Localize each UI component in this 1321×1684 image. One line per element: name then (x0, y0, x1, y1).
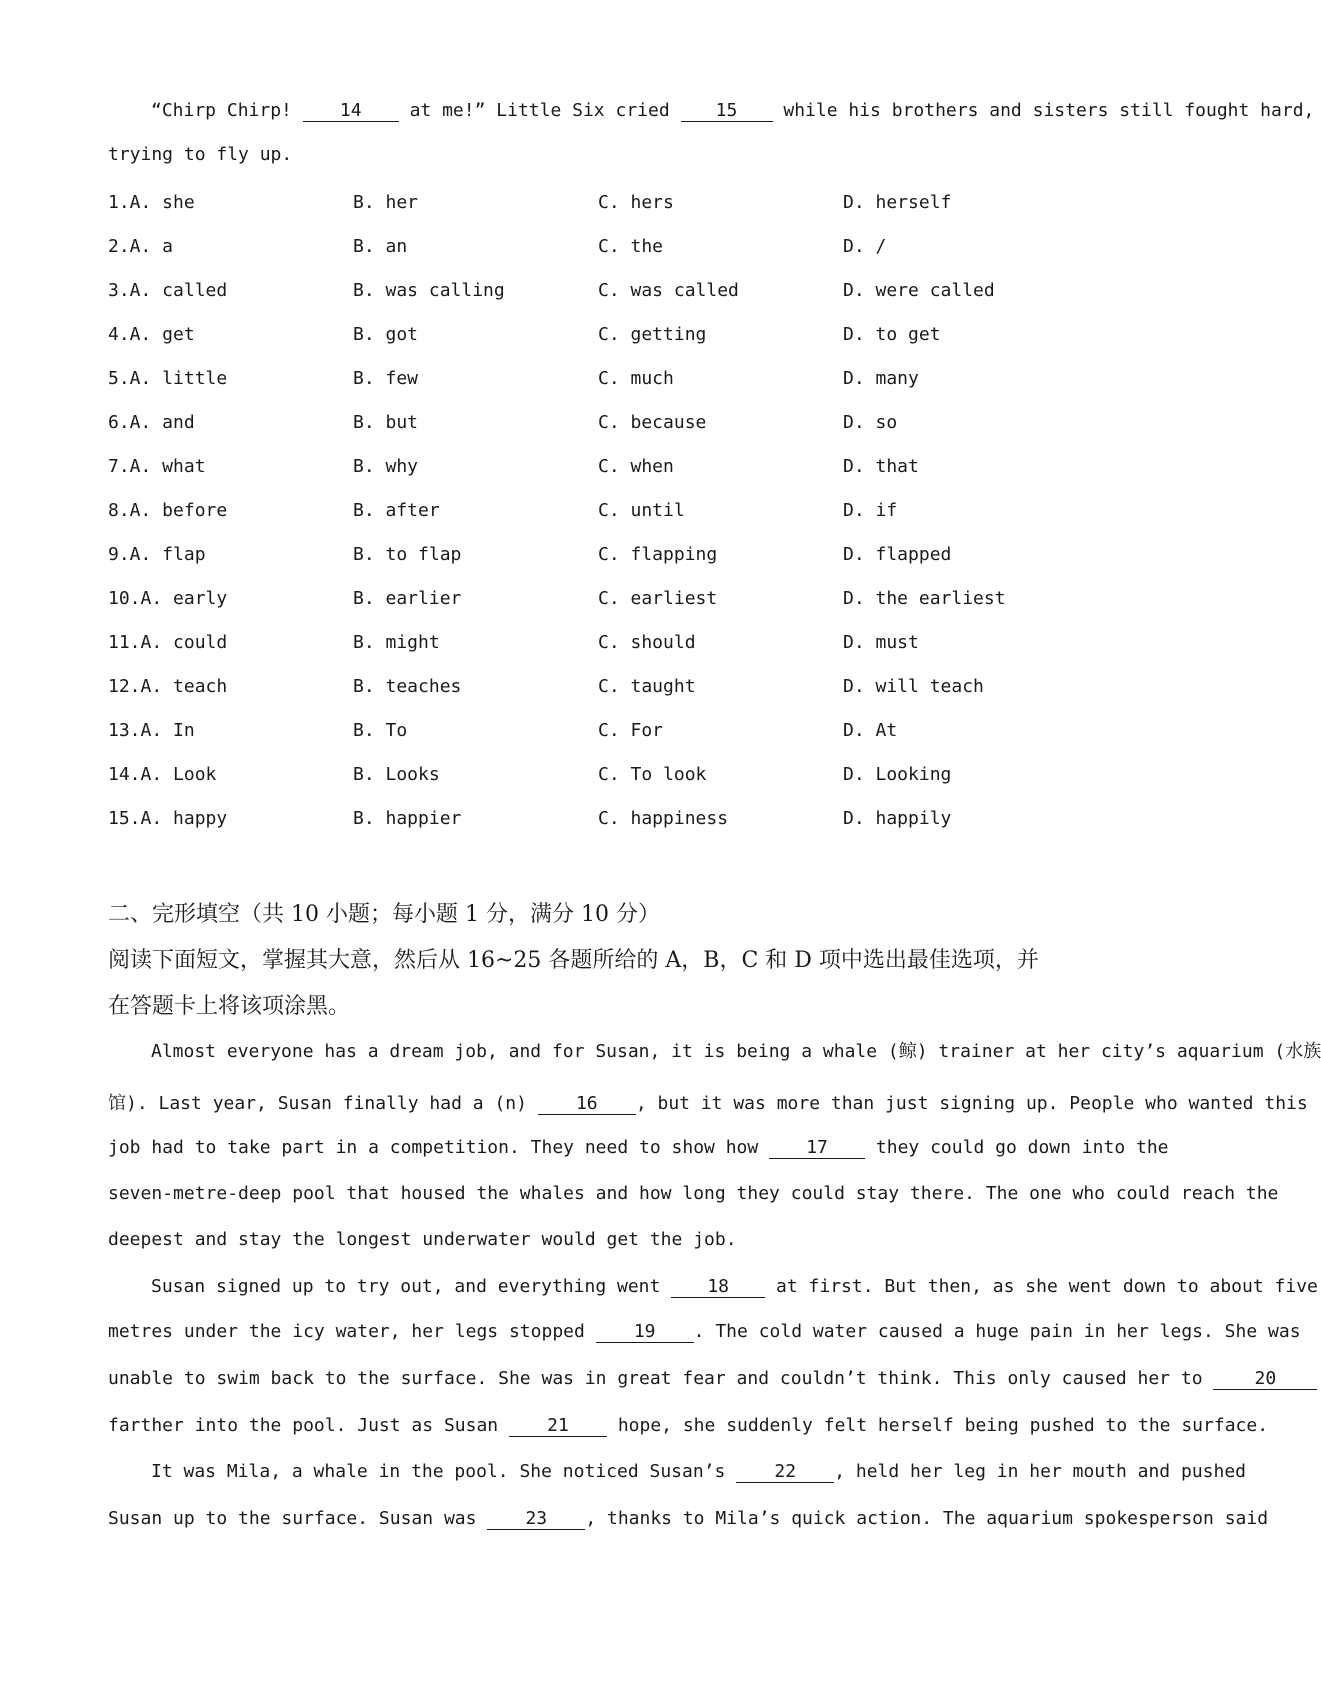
blank-17: 17 (769, 1138, 865, 1159)
option-c: C. the (598, 236, 664, 257)
option-b: B. teaches (353, 676, 462, 697)
blank-15: 15 (681, 101, 773, 122)
option-c: C. For (598, 720, 664, 741)
option-row-12 (108, 674, 1098, 700)
blank-22: 22 (736, 1462, 834, 1483)
option-b: B. few (353, 368, 419, 389)
option-a: 9.A. flap (108, 544, 206, 565)
option-d: D. must (843, 632, 919, 653)
option-c: C. when (598, 456, 674, 477)
option-c: C. hers (598, 192, 674, 213)
option-a: 11.A. could (108, 632, 228, 653)
passage-line: It was Mila, a whale in the pool. She noticed Susan’s 22 , held her leg in her mouth and pushed (151, 1461, 1247, 1482)
option-a: 4.A. get (108, 324, 195, 345)
passage-line: trying to fly up. (108, 144, 293, 165)
passage-line: Almost everyone has a dream job, and for Susan, it is being a whale (鲸) trainer at her city’s aquarium (水族 (151, 1041, 1321, 1062)
option-d: D. happily (843, 808, 952, 829)
option-a: 14.A. Look (108, 764, 217, 785)
passage-line: metres under the icy water, her legs stopped 19 . The cold water caused a huge pain in her legs. She was (108, 1321, 1301, 1342)
option-c: C. should (598, 632, 696, 653)
option-b: B. her (353, 192, 419, 213)
passage-line: 馆). Last year, Susan finally had a (n) 16 , but it was more than just signing up. People who wanted this (108, 1093, 1308, 1114)
blank-14: 14 (303, 101, 399, 122)
option-d: D. were called (843, 280, 995, 301)
option-b: B. Looks (353, 764, 440, 785)
option-b: B. an (353, 236, 408, 257)
option-row-14 (108, 762, 1098, 788)
blank-18: 18 (671, 1277, 765, 1298)
option-row-6 (108, 410, 1098, 436)
option-c: C. because (598, 412, 707, 433)
option-c: C. happiness (598, 808, 729, 829)
option-c: C. getting (598, 324, 707, 345)
option-a: 13.A. In (108, 720, 195, 741)
option-a: 5.A. little (108, 368, 228, 389)
option-d: D. / (843, 236, 887, 257)
passage-line: Susan signed up to try out, and everything went 18 at first. But then, as she went down to about five (151, 1276, 1318, 1297)
option-b: B. was calling (353, 280, 505, 301)
section-instructions: 在答题卡上将该项涂黑。 (108, 994, 351, 1019)
section-instructions: 阅读下面短文，掌握其大意，然后从 16~25 各题所给的 A，B，C 和 D 项中选出最佳选项，并 (108, 948, 1039, 973)
blank-20: 20 (1213, 1369, 1317, 1390)
blank-23: 23 (487, 1509, 585, 1530)
option-d: D. herself (843, 192, 952, 213)
option-c: C. earliest (598, 588, 718, 609)
option-row-11 (108, 630, 1098, 656)
option-row-4 (108, 322, 1098, 348)
option-d: D. to get (843, 324, 941, 345)
option-d: D. the earliest (843, 588, 1006, 609)
passage-line: “Chirp Chirp! 14 at me!” Little Six cried 15 while his brothers and sisters still fought hard, (151, 100, 1315, 121)
option-a: 7.A. what (108, 456, 206, 477)
option-b: B. but (353, 412, 419, 433)
option-row-5 (108, 366, 1098, 392)
option-b: B. happier (353, 808, 462, 829)
option-b: B. to flap (353, 544, 462, 565)
section-heading: 二、完形填空（共 10 小题；每小题 1 分，满分 10 分） (108, 902, 660, 927)
option-a: 10.A. early (108, 588, 228, 609)
option-c: C. much (598, 368, 674, 389)
option-c: C. was called (598, 280, 739, 301)
blank-16: 16 (538, 1094, 636, 1115)
option-c: C. until (598, 500, 685, 521)
option-a: 8.A. before (108, 500, 228, 521)
option-row-1 (108, 190, 1098, 216)
option-b: B. might (353, 632, 440, 653)
passage-line: deepest and stay the longest underwater would get the job. (108, 1229, 737, 1250)
option-row-15 (108, 806, 1098, 832)
option-b: B. why (353, 456, 419, 477)
option-b: B. earlier (353, 588, 462, 609)
option-row-3 (108, 278, 1098, 304)
option-row-13 (108, 718, 1098, 744)
passage-line: seven-metre-deep pool that housed the whales and how long they could stay there. The one who could reach the (108, 1183, 1279, 1204)
option-row-7 (108, 454, 1098, 480)
passage-line: job had to take part in a competition. They need to show how 17 they could go down into the (108, 1137, 1169, 1158)
option-row-10 (108, 586, 1098, 612)
option-d: D. will teach (843, 676, 984, 697)
passage-line: farther into the pool. Just as Susan 21 hope, she suddenly felt herself being pushed to the surface. (108, 1415, 1269, 1436)
option-row-2 (108, 234, 1098, 260)
option-d: D. that (843, 456, 919, 477)
option-a: 1.A. she (108, 192, 195, 213)
option-d: D. At (843, 720, 898, 741)
blank-19: 19 (596, 1322, 694, 1343)
option-a: 12.A. teach (108, 676, 228, 697)
option-a: 15.A. happy (108, 808, 228, 829)
option-d: D. Looking (843, 764, 952, 785)
option-a: 6.A. and (108, 412, 195, 433)
option-b: B. To (353, 720, 408, 741)
option-c: C. To look (598, 764, 707, 785)
option-b: B. after (353, 500, 440, 521)
option-c: C. taught (598, 676, 696, 697)
option-d: D. flapped (843, 544, 952, 565)
option-b: B. got (353, 324, 419, 345)
option-d: D. if (843, 500, 898, 521)
option-a: 2.A. a (108, 236, 174, 257)
option-d: D. so (843, 412, 898, 433)
option-c: C. flapping (598, 544, 718, 565)
option-a: 3.A. called (108, 280, 228, 301)
passage-line: Susan up to the surface. Susan was 23 , thanks to Mila’s quick action. The aquarium spokesperson said (108, 1508, 1269, 1529)
blank-21: 21 (509, 1416, 607, 1437)
option-row-9 (108, 542, 1098, 568)
passage-line: unable to swim back to the surface. She was in great fear and couldn’t think. This only caused her to 20 (108, 1367, 1098, 1391)
option-d: D. many (843, 368, 919, 389)
option-row-8 (108, 498, 1098, 524)
